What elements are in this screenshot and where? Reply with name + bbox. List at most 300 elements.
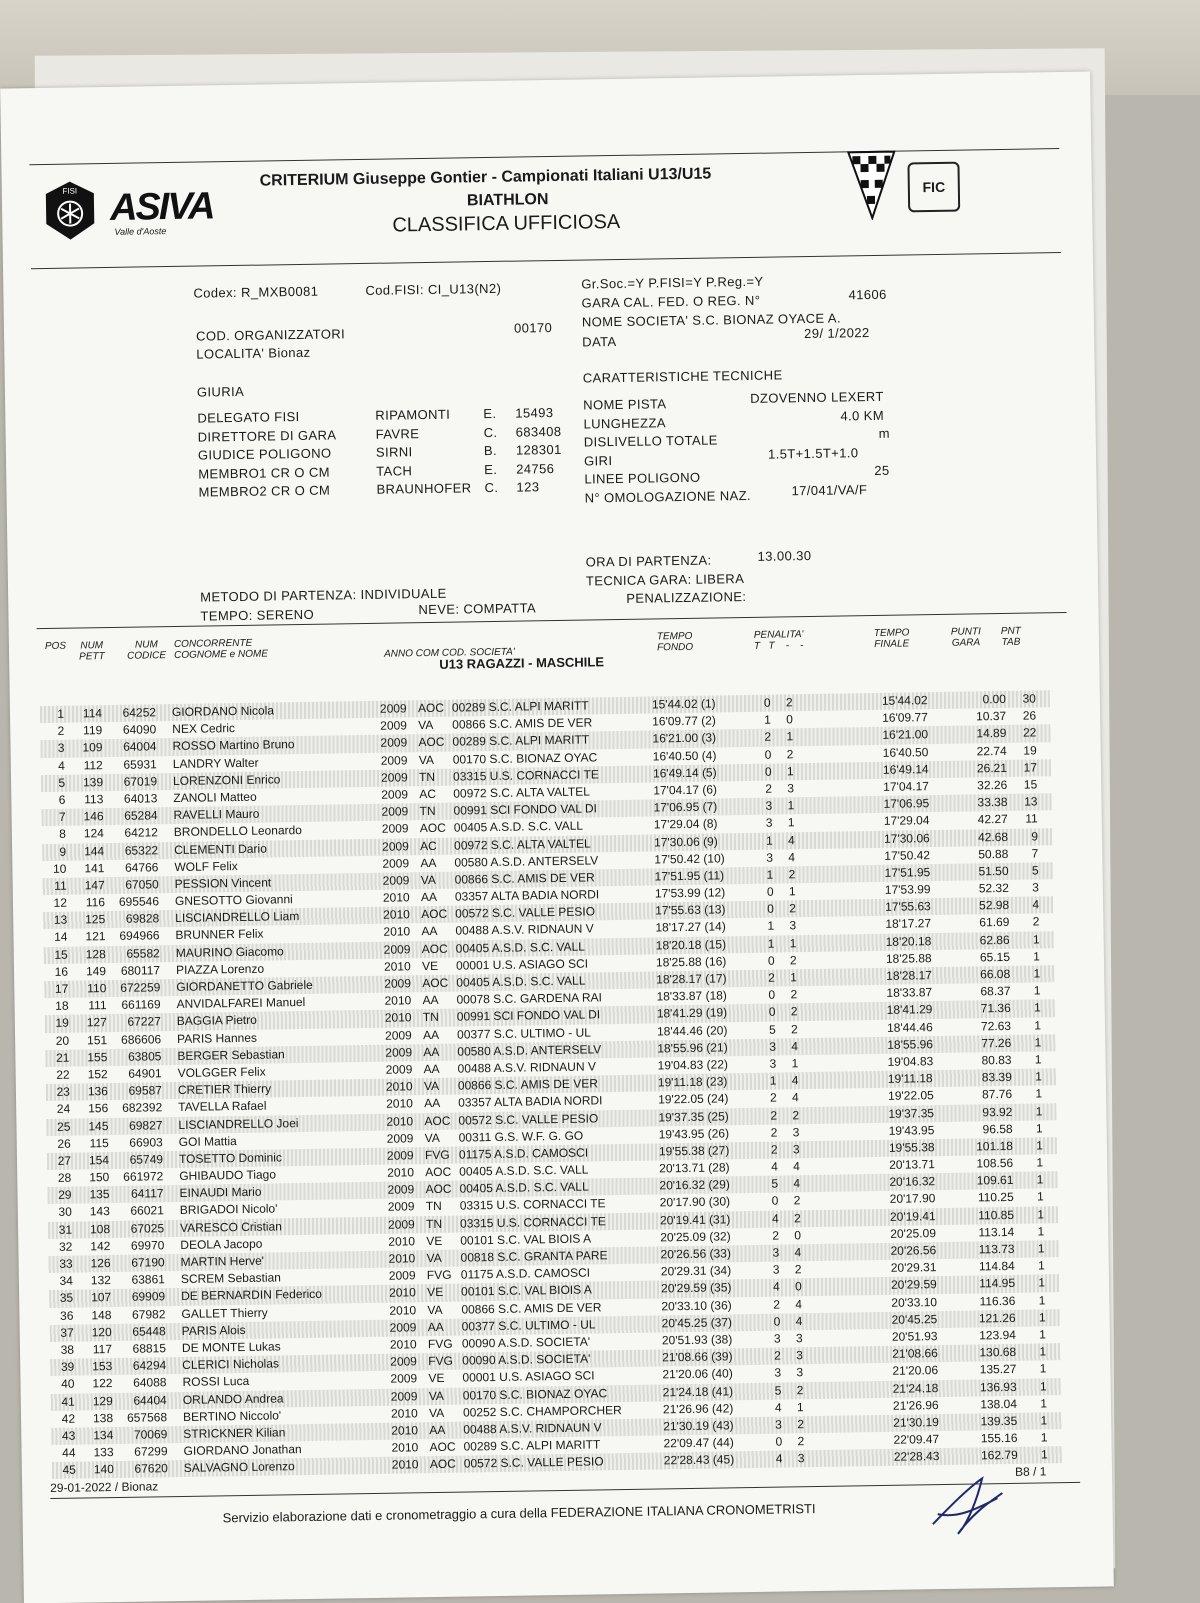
fisi-code: 661169 xyxy=(121,997,161,1013)
table-points: 1 xyxy=(1032,932,1040,947)
fisi-code: 67620 xyxy=(134,1461,168,1476)
ski-time: 17'53.99 (12) xyxy=(654,885,726,901)
ski-time: 20'17.90 (30) xyxy=(659,1194,731,1210)
technical-label: LINEE POLIGONO xyxy=(584,469,701,487)
athlete-name: BRIGADOI Nicolo' xyxy=(179,1201,278,1218)
club: 00972 S.C. ALTA VALTEL xyxy=(453,835,591,853)
race-points: 113.73 xyxy=(978,1241,1015,1257)
ski-time: 19'43.95 (26) xyxy=(658,1126,730,1142)
final-time: 17'29.04 xyxy=(883,813,930,829)
position: 6 xyxy=(58,792,66,807)
jury-role: DELEGATO FISI xyxy=(197,408,300,426)
club: 00170 S.C. BIONAZ OYAC xyxy=(452,749,598,767)
signature-icon xyxy=(927,1468,1008,1539)
penalties: 2 4 xyxy=(770,1090,805,1105)
fisi-code: 67050 xyxy=(125,877,159,892)
committee: VE xyxy=(421,958,439,973)
bib-number: 109 xyxy=(82,740,103,755)
jury-role: GIUDICE POLIGONO xyxy=(197,445,332,463)
athlete-name: WOLF Felix xyxy=(174,858,238,874)
birth-year: 2010 xyxy=(389,1285,416,1301)
fisi-code: 64212 xyxy=(124,825,158,841)
fisi-code: 69827 xyxy=(128,1117,163,1133)
bib-number: 113 xyxy=(84,792,104,807)
athlete-name: CLEMENTI Dario xyxy=(174,841,267,857)
club: 00289 S.C. ALPI MARITT xyxy=(451,698,589,715)
penalties: 4 3 xyxy=(775,1451,811,1466)
footer-date: 29-01-2022 / Bionaz xyxy=(50,1479,159,1496)
athlete-name: PESSION Vincent xyxy=(174,875,272,891)
penalties: 2 1 xyxy=(768,970,804,985)
committee: VA xyxy=(418,718,434,733)
club: 00488 A.S.V. RIDNAUN V xyxy=(455,921,594,939)
bib-number: 147 xyxy=(84,877,105,893)
athlete-name: DE MONTE Lukas xyxy=(181,1339,281,1355)
club: 00001 U.S. ASIAGO SCI xyxy=(455,956,589,973)
club: 00866 S.C. AMIS DE VER xyxy=(452,715,593,732)
fisi-code: 64294 xyxy=(132,1358,167,1373)
final-time: 18'28.17 xyxy=(886,968,932,983)
ski-time: 15'44.02 (1) xyxy=(651,696,716,712)
fisi-code: 65448 xyxy=(132,1323,166,1339)
position: 30 xyxy=(58,1205,72,1220)
bib-number: 132 xyxy=(90,1273,112,1288)
bib-number: 124 xyxy=(83,826,104,841)
athlete-name: VOLGGER Felix xyxy=(177,1064,266,1080)
cod-fisi: Cod.FISI: CI_U13(N2) xyxy=(365,280,502,298)
club: 00170 S.C. BIONAZ OYAC xyxy=(462,1385,608,1403)
giuria-heading: GIURIA xyxy=(196,383,245,400)
table-points: 1 xyxy=(1037,1207,1045,1222)
fisi-code: 68815 xyxy=(132,1341,167,1356)
committee: AOC xyxy=(417,700,445,716)
race-points: 62.86 xyxy=(979,932,1010,947)
penalties: 1 4 xyxy=(765,832,801,848)
bib-number: 114 xyxy=(82,706,103,721)
birth-year: 2009 xyxy=(390,1354,418,1369)
final-time: 20'29.59 xyxy=(890,1277,937,1293)
athlete-name: CRETIER Thierry xyxy=(177,1081,272,1098)
bib-number: 116 xyxy=(85,895,106,910)
race-points: 52.32 xyxy=(978,880,1009,896)
committee: AOC xyxy=(422,975,449,991)
table-points: 22 xyxy=(1022,725,1037,741)
bib-number: 127 xyxy=(86,1015,107,1030)
fisi-code: 64117 xyxy=(130,1186,164,1201)
club: 00252 S.C. CHAMPORCHER xyxy=(462,1402,622,1420)
athlete-name: BERTINO Niccolo' xyxy=(182,1408,282,1424)
race-flags: Gr.Soc.=Y P.FISI=Y P.Reg.=Y xyxy=(581,273,764,292)
committee: VA xyxy=(428,1388,444,1403)
race-points: 77.26 xyxy=(981,1035,1012,1051)
jury-name: SIRNI xyxy=(375,444,413,460)
athlete-name: RAVELLI Mauro xyxy=(173,806,260,823)
athlete-name: LANDRY Walter xyxy=(172,755,259,771)
table-points: 5 xyxy=(1031,863,1039,878)
club: 00572 S.C. VALLE PESIO xyxy=(463,1454,604,1471)
position: 35 xyxy=(59,1291,74,1306)
birth-year: 2009 xyxy=(385,1062,413,1077)
penalties: 1 2 xyxy=(766,867,802,882)
penalties: 3 2 xyxy=(775,1416,811,1432)
athlete-name: PARIS Alois xyxy=(181,1322,246,1338)
table-points: 1 xyxy=(1033,1000,1041,1015)
athlete-name: ANVIDALFAREI Manuel xyxy=(176,995,306,1012)
fisi-code: 70069 xyxy=(133,1427,168,1442)
table-points: 1 xyxy=(1037,1241,1045,1256)
ski-time: 21'30.19 (43) xyxy=(663,1418,734,1434)
athlete-name: TOSETTO Dominic xyxy=(178,1150,283,1166)
club: 00289 S.C. ALPI MARITT xyxy=(452,732,590,750)
race-points: 93.92 xyxy=(982,1104,1013,1119)
table-points: 1 xyxy=(1036,1138,1044,1153)
club: 00572 S.C. VALLE PESIO xyxy=(455,904,596,921)
birth-year: 2010 xyxy=(385,1079,413,1094)
club: 00580 A.S.D. ANTERSELV xyxy=(457,1042,602,1059)
birth-year: 2009 xyxy=(381,804,409,819)
club: 00405 A.S.D. S.C. VALL xyxy=(453,818,584,835)
athlete-name: DEOLA Jacopo xyxy=(180,1236,263,1252)
birth-year: 2009 xyxy=(384,976,412,991)
club: 00405 A.S.D. S.C. VALL xyxy=(456,973,586,990)
final-time: 17'55.63 xyxy=(885,899,931,915)
penalties: 2 2 xyxy=(770,1107,806,1123)
committee: VA xyxy=(424,1130,440,1145)
race-points: 101.18 xyxy=(976,1138,1014,1154)
penalties: 0 2 xyxy=(764,746,800,762)
race-points: 96.58 xyxy=(982,1121,1013,1137)
race-points: 50.88 xyxy=(978,846,1009,862)
race-points: 10.37 xyxy=(976,709,1007,724)
penalties: 5 2 xyxy=(774,1382,810,1398)
fisi-code: 63861 xyxy=(131,1272,166,1287)
metodo-partenza: METODO DI PARTENZA: INDIVIDUALE xyxy=(200,585,447,605)
fisi-code: 695546 xyxy=(118,894,160,909)
club: 01175 A.S.D. CAMOSCI xyxy=(460,1265,591,1282)
table-points: 30 xyxy=(1022,691,1036,706)
final-time: 18'41.29 xyxy=(886,1002,933,1018)
committee: AA xyxy=(423,1061,440,1077)
birth-year: 2009 xyxy=(380,718,408,733)
final-time: 17'30.06 xyxy=(883,830,930,846)
table-points: 3 xyxy=(1032,880,1039,895)
birth-year: 2010 xyxy=(388,1251,416,1266)
race-points: 0.00 xyxy=(982,691,1006,707)
table-points: 19 xyxy=(1023,743,1037,758)
bib-number: 121 xyxy=(85,929,106,944)
position: 44 xyxy=(62,1445,76,1460)
table-points: 1 xyxy=(1034,1052,1042,1067)
bib-number: 153 xyxy=(92,1359,113,1374)
position: 26 xyxy=(57,1136,71,1151)
ski-time: 19'11.18 (23) xyxy=(657,1074,728,1090)
fisi-code: 69909 xyxy=(131,1289,166,1305)
ski-time: 18'28.17 (17) xyxy=(656,971,727,987)
fisi-code: 65931 xyxy=(123,756,157,772)
final-time: 19'11.18 xyxy=(887,1071,933,1086)
committee: AA xyxy=(422,993,439,1008)
committee: AOC xyxy=(421,906,448,922)
position: 17 xyxy=(54,981,69,996)
athlete-name: GIORDANO Nicola xyxy=(171,703,275,720)
committee: AA xyxy=(424,1096,441,1111)
ski-time: 18'25.88 (16) xyxy=(655,954,727,970)
club: 00090 A.S.D. SOCIETA' xyxy=(461,1334,591,1351)
col-num-pett: NUM PETT xyxy=(79,640,105,663)
table-points: 1 xyxy=(1038,1292,1046,1308)
penalties: 4 2 xyxy=(771,1210,807,1226)
race-points: 26.21 xyxy=(976,760,1008,776)
ski-time: 20'25.09 (32) xyxy=(660,1229,731,1245)
table-points: 13 xyxy=(1024,794,1038,809)
ski-time: 18'41.29 (19) xyxy=(656,1005,728,1021)
birth-year: 2009 xyxy=(380,770,408,785)
fisi-code: 69587 xyxy=(128,1083,163,1098)
committee: AC xyxy=(420,838,437,853)
athlete-name: GIORDANO Jonathan xyxy=(183,1442,302,1459)
bib-number: 156 xyxy=(88,1101,109,1116)
position: 9 xyxy=(59,844,67,859)
fisi-code: 67025 xyxy=(130,1220,165,1236)
penalties: 2 3 xyxy=(770,1142,806,1157)
committee: FVG xyxy=(424,1147,450,1162)
race-points: 71.36 xyxy=(980,1001,1011,1016)
fisi-code: 661972 xyxy=(123,1169,164,1184)
col-anno-societa: ANNO COM COD. SOCIETA' xyxy=(384,646,515,660)
ski-time: 17'50.42 (10) xyxy=(654,851,725,867)
bib-number: 126 xyxy=(90,1256,111,1271)
table-points: 1 xyxy=(1034,1017,1042,1033)
position: 21 xyxy=(55,1050,70,1065)
committee: AOC xyxy=(425,1181,452,1197)
ski-time: 18'17.27 (14) xyxy=(655,919,726,935)
race-points: 68.37 xyxy=(980,984,1011,999)
bib-number: 144 xyxy=(84,843,105,858)
fisi-code: 680117 xyxy=(120,963,161,978)
jury-name: TACH xyxy=(376,462,413,479)
club: 00289 S.C. ALPI MARITT xyxy=(463,1437,601,1454)
final-time: 20'29.31 xyxy=(890,1260,937,1275)
club: 00405 A.S.D. S.C. VALL xyxy=(459,1179,589,1196)
discipline-title: BIATHLON xyxy=(466,191,549,210)
committee: AOC xyxy=(419,821,446,836)
birth-year: 2010 xyxy=(390,1405,418,1421)
fisi-code: 64766 xyxy=(124,859,159,875)
technical-value: DZOVENNO LEXERT xyxy=(750,388,884,406)
ski-time: 17'30.06 (9) xyxy=(653,833,718,849)
technical-label: LUNGHEZZA xyxy=(583,414,666,432)
table-points: 1 xyxy=(1035,1086,1043,1101)
club: 00078 S.C. GARDENA RAI xyxy=(456,990,603,1007)
committee: TN xyxy=(425,1216,443,1231)
fisi-code: 64404 xyxy=(133,1392,167,1408)
race-points: 65.15 xyxy=(979,949,1011,965)
race-points: 42.68 xyxy=(977,829,1009,844)
position: 36 xyxy=(59,1308,74,1323)
race-points: 114.84 xyxy=(978,1259,1015,1274)
club: 00488 A.S.V. RIDNAUN V xyxy=(463,1420,602,1437)
penalties: 5 2 xyxy=(768,1021,804,1037)
birth-year: 2010 xyxy=(391,1457,419,1472)
final-time: 21'26.96 xyxy=(892,1397,939,1413)
bib-number: 108 xyxy=(89,1221,111,1237)
birth-year: 2010 xyxy=(382,890,410,905)
penalties: 3 1 xyxy=(765,815,801,831)
birth-year: 2009 xyxy=(379,701,407,716)
fisi-code: 64901 xyxy=(128,1066,162,1081)
table-points: 26 xyxy=(1022,708,1037,723)
committee: AA xyxy=(423,1044,440,1059)
bib-number: 107 xyxy=(91,1290,112,1305)
ski-time: 19'04.83 (22) xyxy=(657,1057,729,1073)
committee: AOC xyxy=(425,1164,452,1180)
ski-time: 22'09.47 (44) xyxy=(663,1435,734,1451)
birth-year: 2009 xyxy=(385,1045,413,1060)
race-points: 42.27 xyxy=(977,812,1008,827)
penalties: 1 0 xyxy=(764,712,799,727)
table-points: 1 xyxy=(1034,1035,1042,1050)
ski-time: 16'40.50 (4) xyxy=(652,748,717,764)
fisi-code: 69970 xyxy=(130,1238,165,1253)
table-points: 1 xyxy=(1037,1258,1045,1273)
ski-time: 20'29.59 (35) xyxy=(660,1280,732,1296)
col-num-codice: NUM CODICE xyxy=(127,639,167,662)
position: 34 xyxy=(59,1273,74,1289)
race-points: 136.93 xyxy=(979,1379,1017,1394)
penalties: 1 4 xyxy=(769,1073,805,1088)
athlete-name: GHIBAUDO Tiago xyxy=(179,1167,277,1184)
athlete-name: SCREM Sebastian xyxy=(180,1270,282,1287)
club: 00818 S.C. GRANTA PARE xyxy=(460,1248,608,1265)
fisi-code: 694966 xyxy=(119,928,160,944)
committee: AOC xyxy=(418,735,445,750)
page-title: CRITERIUM Giuseppe Gontier - Campionati Italiani U13/U15 xyxy=(259,165,712,190)
club: 00866 S.C. AMIS DE VER xyxy=(461,1299,602,1317)
position: 10 xyxy=(52,861,67,876)
asiva-logo: ASIVA xyxy=(109,185,214,229)
ski-time: 19'55.38 (27) xyxy=(658,1143,730,1159)
ski-time: 18'55.96 (21) xyxy=(657,1040,728,1056)
penalties: 0 2 xyxy=(768,987,804,1002)
final-time: 18'44.46 xyxy=(886,1019,933,1035)
asiva-logo-subtitle: Valle d'Aoste xyxy=(114,226,167,237)
table-points: 1 xyxy=(1040,1447,1048,1462)
penalizzazione: PENALIZZAZIONE: xyxy=(626,588,747,606)
jury-code: 128301 xyxy=(515,441,562,458)
athlete-name: LISCIANDRELLO Joei xyxy=(178,1115,299,1132)
neve: NEVE: COMPATTA xyxy=(418,600,537,618)
fisi-code: 67982 xyxy=(131,1306,166,1322)
penalties: 3 2 xyxy=(772,1262,808,1277)
final-time: 18'20.18 xyxy=(885,933,932,949)
club: 00866 S.C. AMIS DE VER xyxy=(454,870,595,887)
ski-time: 22'28.43 (45) xyxy=(663,1452,735,1468)
club: 00377 S.C. ULTIMO - UL xyxy=(456,1025,591,1042)
birth-year: 2009 xyxy=(381,821,409,837)
tecnica-gara: TECNICA GARA: LIBERA xyxy=(585,571,745,589)
birth-year: 2009 xyxy=(384,1027,412,1043)
committee: AA xyxy=(420,889,438,905)
committee: VA xyxy=(427,1302,443,1317)
position: 20 xyxy=(55,1033,70,1048)
table-points: 1 xyxy=(1039,1361,1047,1376)
athlete-name: BERGER Sebastian xyxy=(177,1047,285,1063)
bib-number: 122 xyxy=(92,1376,113,1391)
race-points: 138.04 xyxy=(980,1396,1018,1412)
club: 01175 A.S.D. CAMOSCI xyxy=(458,1145,589,1162)
position: 5 xyxy=(58,775,66,790)
race-points: 33.38 xyxy=(977,795,1008,810)
ora-partenza-label: ORA DI PARTENZA: xyxy=(585,552,712,570)
final-time: 21'08.66 xyxy=(892,1346,938,1361)
position: 42 xyxy=(61,1411,76,1426)
penalties: 3 1 xyxy=(765,798,801,813)
birth-year: 2009 xyxy=(390,1388,418,1404)
committee: VE xyxy=(426,1233,443,1248)
ski-time: 19'37.35 (25) xyxy=(658,1108,729,1124)
table-points: 1 xyxy=(1036,1155,1044,1170)
birth-year: 2010 xyxy=(386,1113,414,1129)
birth-year: 2009 xyxy=(387,1182,415,1197)
technical-value: 1.5T+1.5T+1.0 xyxy=(767,444,859,462)
race-points: 155.16 xyxy=(980,1430,1018,1446)
bib-number: 145 xyxy=(88,1118,109,1133)
committee: AA xyxy=(429,1422,446,1437)
penalties: 3 1 xyxy=(769,1056,805,1071)
table-points: 1 xyxy=(1033,966,1041,981)
gara-cal-label: GARA CAL. FED. O REG. N° xyxy=(581,292,761,311)
table-points: 1 xyxy=(1033,983,1041,998)
committee: TN xyxy=(419,804,436,819)
table-points: 4 xyxy=(1032,897,1040,912)
fisi-code: 64088 xyxy=(133,1375,167,1391)
committee: AA xyxy=(421,924,438,939)
final-time: 22'28.43 xyxy=(893,1449,940,1465)
penalties: 2 3 xyxy=(770,1124,806,1140)
club: 00101 S.C. VAL BIOIS A xyxy=(460,1231,592,1248)
club: 00991 SCI FONDO VAL DI xyxy=(453,801,598,818)
columns-rule xyxy=(37,612,1067,629)
race-points: 110.85 xyxy=(978,1207,1015,1223)
penalties: 2 4 xyxy=(773,1296,809,1312)
col-tempo-finale: TEMPO FINALE xyxy=(873,627,910,650)
race-points: 123.94 xyxy=(979,1327,1016,1343)
birth-year: 2010 xyxy=(383,924,411,940)
position: 28 xyxy=(57,1170,72,1185)
birth-year: 2010 xyxy=(391,1423,419,1438)
athlete-name: CLERICI Nicholas xyxy=(182,1356,280,1373)
athlete-name: PIAZZA Lorenzo xyxy=(175,961,265,977)
cod-organizzatori: COD. ORGANIZZATORI xyxy=(195,326,346,344)
penalties: 0 2 xyxy=(767,901,802,916)
jury-code: 24756 xyxy=(516,460,555,477)
club: 03315 U.S. CORNACCI TE xyxy=(459,1213,606,1231)
ski-time: 18'33.87 (18) xyxy=(656,988,727,1004)
birth-year: 2009 xyxy=(381,787,409,802)
bib-number: 136 xyxy=(87,1084,109,1099)
bib-number: 119 xyxy=(83,723,103,738)
ski-time: 21'26.96 (42) xyxy=(662,1400,734,1417)
ski-time: 17'29.04 (8) xyxy=(653,816,718,832)
penalties: 0 1 xyxy=(766,884,802,899)
race-points: 139.35 xyxy=(980,1413,1018,1429)
race-points: 114.95 xyxy=(979,1276,1016,1291)
final-time: 18'55.96 xyxy=(887,1036,934,1052)
bib-number: 150 xyxy=(89,1170,110,1185)
position: 32 xyxy=(58,1239,73,1254)
committee: AOC xyxy=(429,1456,456,1472)
birth-year: 2010 xyxy=(383,959,411,974)
